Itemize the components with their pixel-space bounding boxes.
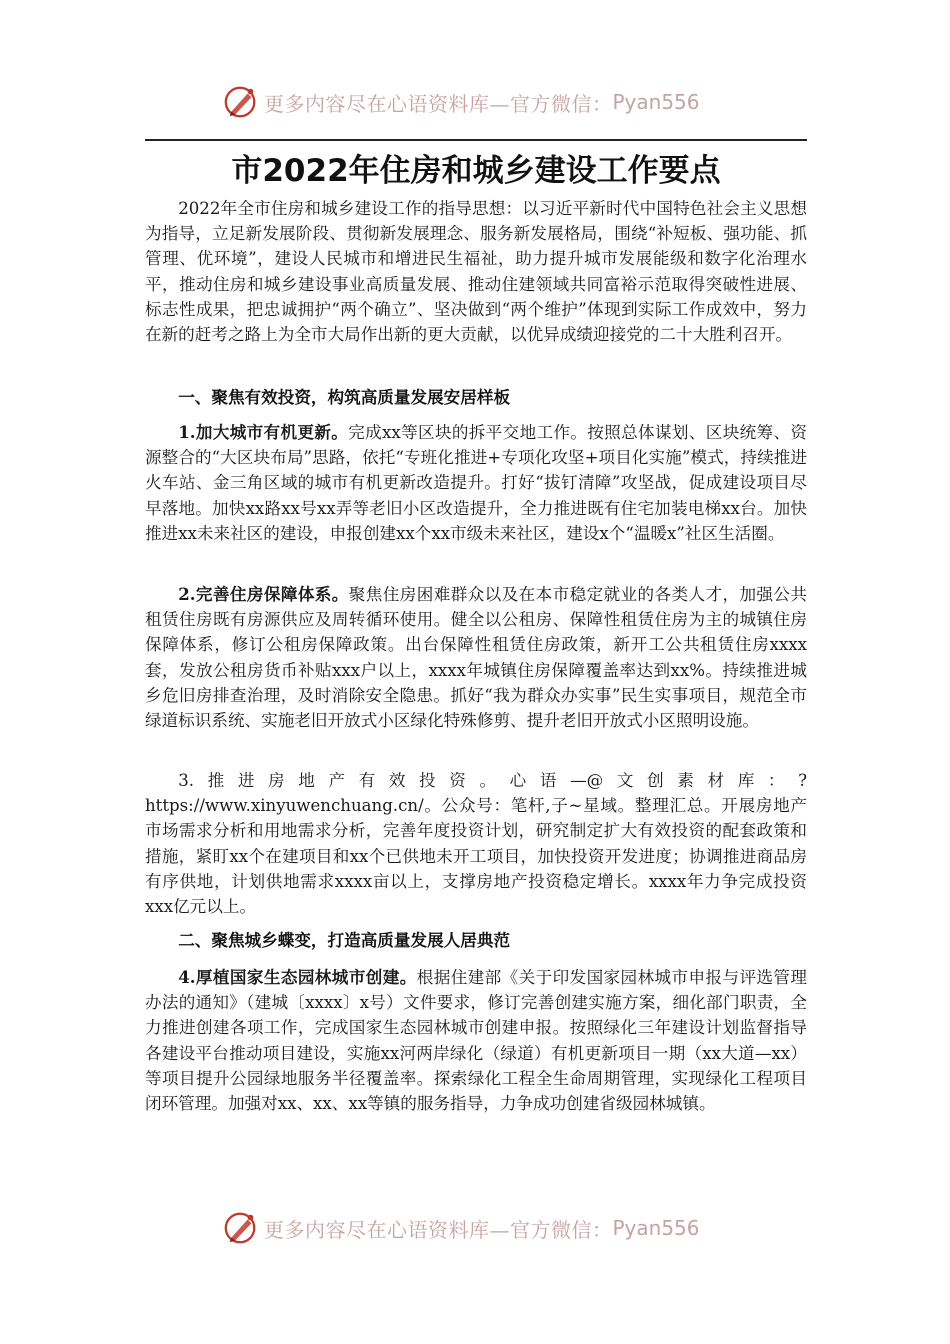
- item-4-lead: 4.厚植国家生态园林城市创建。: [178, 967, 417, 987]
- intro-paragraph: 2022年全市住房和城乡建设工作的指导思想：以习近平新时代中国特色社会主义思想为指导，立足新发展阶段、贯彻新发展理念、服务新发展格局，围绕“补短板、强功能、抓管理、优环境”，建设人民城市和增进民生福祉，助力提升城市发展能级和数字化治理水平，推动住房和城乡建设事业高质量发展、推动住建领域共同富裕示范取得突破性进展、标志性成果，把忠诚拥护“两个确立”、坚决做到“两个维护”体现到实际工作成效中，努力在新的赶考之路上为全市大局作出新的更大贡献，以优异成绩迎接党的二十大胜利召开。: [145, 199, 807, 345]
- banner-wechat-id: Pyan556: [612, 90, 700, 114]
- item-4-paragraph: [145, 965, 807, 1116]
- banner-text: 更多内容尽在心语资料库—官方微信：: [264, 91, 613, 116]
- item-4-body: 根据住建部《关于印发国家园林城市申报与评选管理办法的通知》（建城〔xxxx〕x号）文件要求，修订完善创建实施方案，细化部门职责，全力推进创建各项工作，完成国家生态园林城市创建申报。按照绿化三年建设计划监督指导各建设平台推动项目建设，实施xx河两岸绿化（绿道）有机更新项目一期（xx大道—xx）等项目提升公园绿地服务半径覆盖率。探索绿化工程全生命周期管理，实现绿化工程项目闭环管理。加强对xx、xx、xx等镇的服务指导，力争成功创建省级园林城镇。: [145, 968, 807, 1114]
- section-heading-1: 一、聚焦有效投资，构筑高质量发展安居样板: [178, 387, 511, 407]
- item-2-paragraph: [145, 582, 807, 733]
- document-title: 市2022年住房和城乡建设工作要点: [231, 153, 721, 189]
- item-3-paragraph: 3.推进房地产有效投资。心语—@文创素材库：?https://www.xinyuwenchuang.cn/。公众号：笔杆,子~星域。整理汇总。开展房地产市场需求分析和用地需求分析，完善年度投资计划，研究制定扩大有效投资的配套政策和措施，紧盯xx个在建项目和xx个已供地未开工项目，加快投资开发进度；协调推进商品房有序供地，计划供地需求xxxx亩以上，支撑房地产投资稳定增长。xxxx年力争完成投资xxx亿元以上。: [145, 771, 807, 917]
- banner-wechat-id: Pyan556: [612, 1216, 700, 1240]
- pen-logo-icon: [222, 83, 260, 121]
- item-1-paragraph: [145, 420, 807, 546]
- section-heading-2: 二、聚焦城乡蝶变，打造高质量发展人居典范: [178, 930, 511, 950]
- header-rule: [145, 139, 807, 141]
- item-2-lead: 2.完善住房保障体系。: [178, 584, 349, 604]
- footer-watermark-banner: [222, 1208, 742, 1248]
- item-1-lead: 1.加大城市有机更新。: [178, 422, 349, 442]
- item-2-body: 聚焦住房困难群众以及在本市稳定就业的各类人才，加强公共租赁住房既有房源供应及周转循环使用。健全以公租房、保障性租赁住房为主的城镇住房保障体系，修订公租房保障政策。出台保障性租赁住房政策，新开工公共租赁住房xxxx套，发放公租房货币补贴xxx户以上，xxxx年城镇住房保障覆盖率达到xx%。持续推进城乡危旧房排查治理，及时消除安全隐患。抓好“我为群众办实事”民生实事项目，规范全市绿道标识系统、实施老旧开放式小区绿化特殊修剪、提升老旧开放式小区照明设施。: [145, 585, 808, 731]
- banner-text: 更多内容尽在心语资料库—官方微信：: [264, 1217, 613, 1242]
- pen-logo-icon: [222, 1209, 260, 1247]
- header-watermark-banner: [222, 82, 742, 122]
- item-1-body: 完成xx等区块的拆平交地工作。按照总体谋划、区块统筹、资源整合的“大区块布局”思路，依托“专班化推进+专项化攻坚+项目化实施”模式，持续推进火车站、金三角区域的城市有机更新改造提升。打好“拔钉清障”攻坚战，促成建设项目尽早落地。加快xx路xx号xx弄等老旧小区改造提升，全力推进既有住宅加装电梯xx台。加快推进xx未来社区的建设，申报创建xx个xx市级未来社区，建设x个“温暖x”社区生活圈。: [145, 423, 807, 543]
